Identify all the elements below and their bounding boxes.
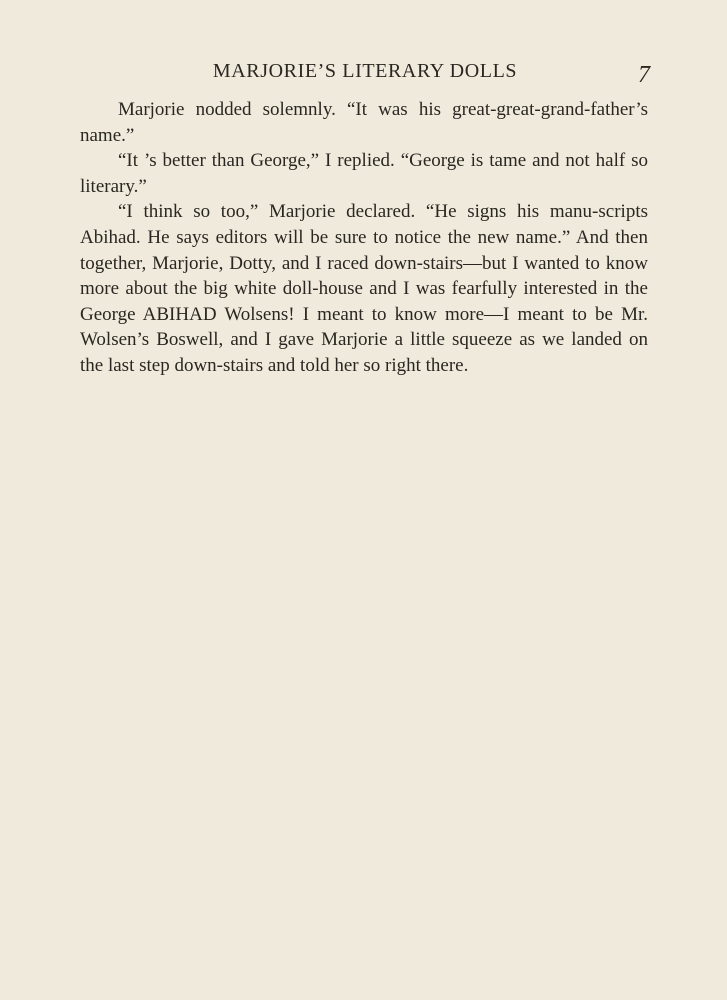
body-text (80, 97, 648, 379)
paragraph-1: Marjorie nodded solemnly. “It was his great-great-grand-father’s name.” (80, 99, 648, 146)
paragraph-2: “It ’s better than George,” I replied. “George is tame and not half so literary.” (80, 150, 648, 197)
paragraph-3: “I think so too,” Marjorie declared. “He signs his manu-scripts Abihad. He says editors will be sure to notice the new name.” And then together, Marjorie, Dotty, and I raced down-stairs—but I wanted to know more about the big white doll-house and I was fearfully interested in the George ABIHAD Wolsens! I meant to know more—I meant to be Mr. Wolsen’s Boswell, and I gave Marjorie a little squeeze as we landed on the last step down-stairs and told her so right there. (80, 201, 648, 376)
page-number: 7 (638, 62, 650, 88)
running-title: MARJORIE’S LITERARY DOLLS (212, 60, 518, 82)
running-head (80, 60, 650, 90)
